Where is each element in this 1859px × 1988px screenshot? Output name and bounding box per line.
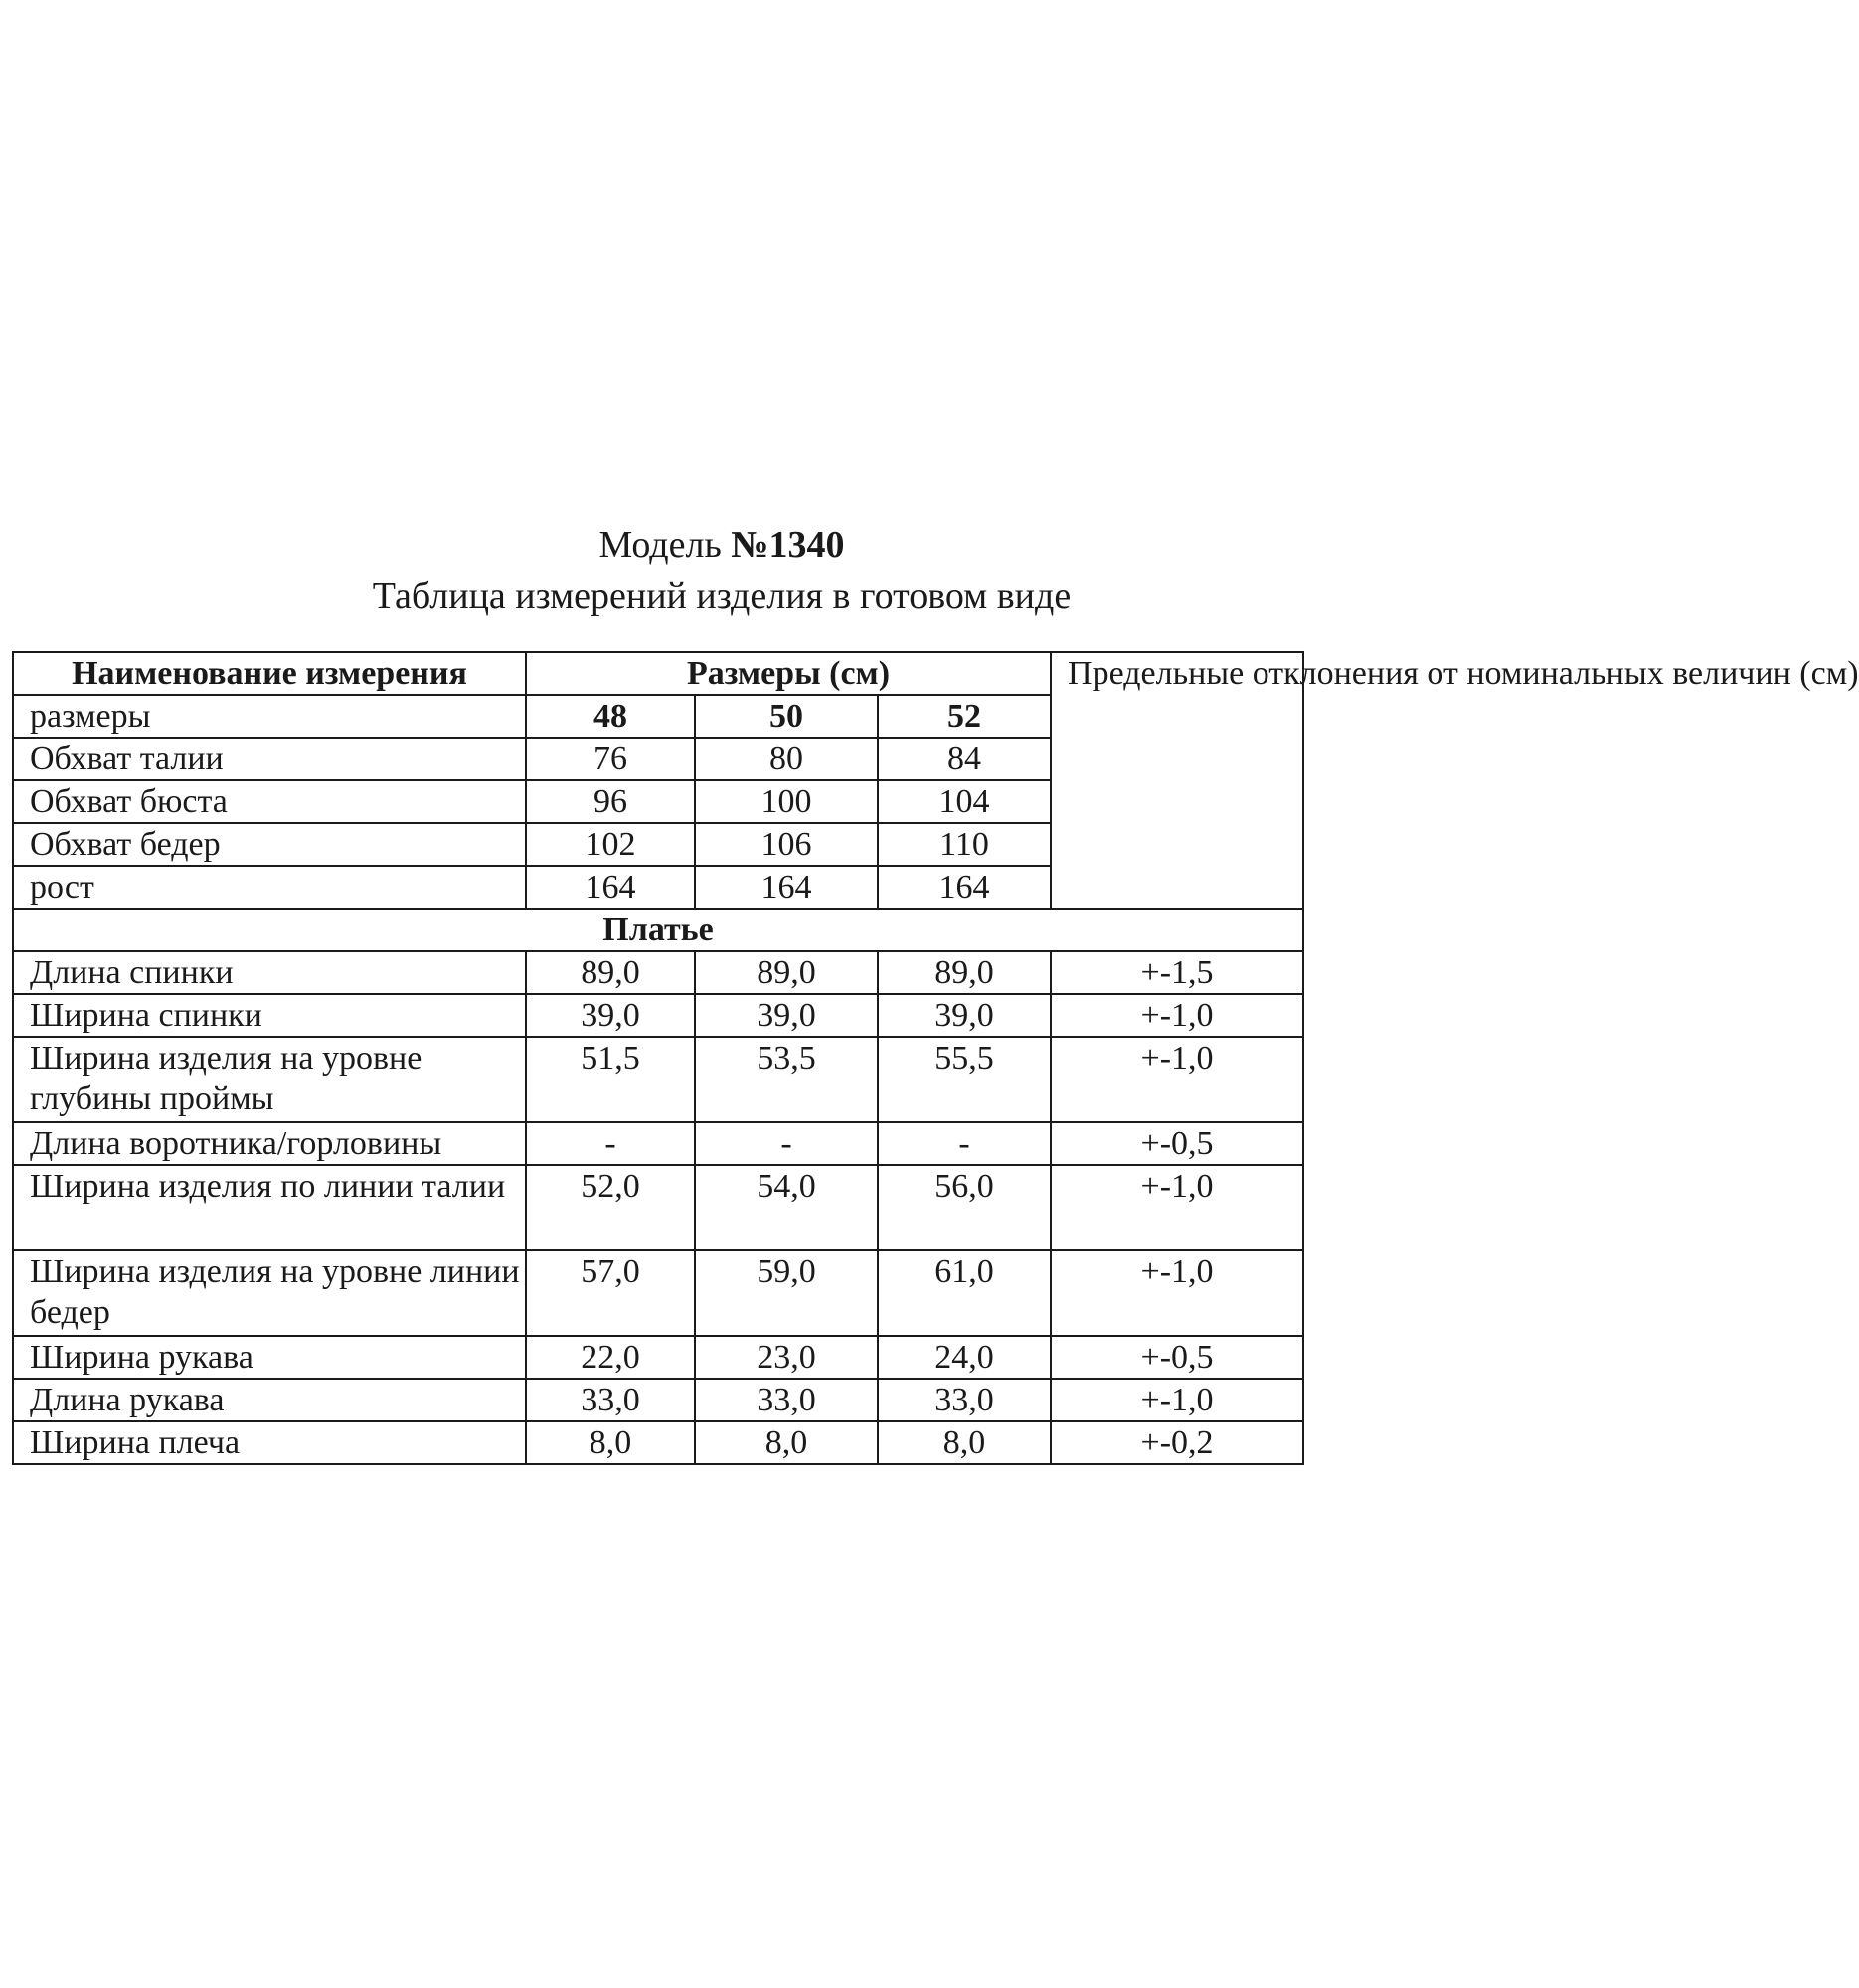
- cell-value: 110: [878, 823, 1051, 866]
- model-prefix: Модель: [598, 524, 732, 566]
- cell-value: 33,0: [526, 1379, 695, 1421]
- header-deviation: Предельные отклонения от номинальных величин (см): [1051, 652, 1303, 909]
- row-label: Ширина плеча: [13, 1421, 526, 1464]
- cell-value: 39,0: [526, 994, 695, 1037]
- table-row: [13, 1165, 1303, 1250]
- cell-value: 24,0: [878, 1336, 1051, 1379]
- cell-value: 8,0: [526, 1421, 695, 1464]
- cell-value: 102: [526, 823, 695, 866]
- cell-deviation: +-1,0: [1051, 1250, 1303, 1336]
- cell-value: 55,5: [878, 1037, 1051, 1122]
- section-row: [13, 909, 1303, 951]
- cell-value: 100: [695, 780, 878, 823]
- document-title: [0, 519, 1443, 622]
- cell-value: 51,5: [526, 1037, 695, 1122]
- header-name: Наименование измерения: [13, 652, 526, 695]
- cell-value: 76: [526, 738, 695, 780]
- cell-value: 39,0: [878, 994, 1051, 1037]
- table-row: [13, 1336, 1303, 1379]
- cell-value: 59,0: [695, 1250, 878, 1336]
- row-label: рост: [13, 866, 526, 909]
- cell-deviation: +-0,2: [1051, 1421, 1303, 1464]
- table-row: [13, 1250, 1303, 1336]
- cell-value: 56,0: [878, 1165, 1051, 1250]
- model-number: №1340: [731, 524, 845, 566]
- cell-value: 54,0: [695, 1165, 878, 1250]
- row-label: Длина воротника/горловины: [13, 1122, 526, 1165]
- table-row: [13, 1379, 1303, 1421]
- cell-value: 22,0: [526, 1336, 695, 1379]
- row-label: Ширина изделия по линии талии: [13, 1165, 526, 1250]
- cell-value: 53,5: [695, 1037, 878, 1122]
- table-row: [13, 994, 1303, 1037]
- cell-value: 89,0: [695, 951, 878, 994]
- cell-value: 89,0: [526, 951, 695, 994]
- row-label: Обхват талии: [13, 738, 526, 780]
- table-row: [13, 1421, 1303, 1464]
- header-row: [13, 652, 1303, 695]
- cell-value: 23,0: [695, 1336, 878, 1379]
- cell-value: -: [695, 1122, 878, 1165]
- cell-deviation: +-1,0: [1051, 1379, 1303, 1421]
- section-label: Платье: [13, 909, 1303, 951]
- cell-value: -: [878, 1122, 1051, 1165]
- table-row: [13, 1122, 1303, 1165]
- cell-value: 96: [526, 780, 695, 823]
- size-52: 52: [878, 695, 1051, 738]
- table-row: [13, 951, 1303, 994]
- cell-value: 52,0: [526, 1165, 695, 1250]
- cell-deviation: +-0,5: [1051, 1336, 1303, 1379]
- table-row: [13, 1037, 1303, 1122]
- cell-value: 8,0: [695, 1421, 878, 1464]
- cell-value: 106: [695, 823, 878, 866]
- cell-deviation: +-1,0: [1051, 1037, 1303, 1122]
- cell-value: 104: [878, 780, 1051, 823]
- row-label: Обхват бюста: [13, 780, 526, 823]
- cell-value: 33,0: [878, 1379, 1051, 1421]
- measurement-table: [12, 651, 1859, 1465]
- cell-value: 57,0: [526, 1250, 695, 1336]
- cell-deviation: +-0,5: [1051, 1122, 1303, 1165]
- size-row-label: размеры: [13, 695, 526, 738]
- cell-value: -: [526, 1122, 695, 1165]
- cell-value: 39,0: [695, 994, 878, 1037]
- row-label: Длина рукава: [13, 1379, 526, 1421]
- cell-value: 8,0: [878, 1421, 1051, 1464]
- header-sizes: Размеры (см): [526, 652, 1051, 695]
- cell-deviation: +-1,0: [1051, 994, 1303, 1037]
- model-title: [0, 519, 1443, 571]
- table-subtitle: Таблица измерений изделия в готовом виде: [372, 576, 1072, 617]
- row-label: Ширина изделия на уровне глубины проймы: [13, 1037, 526, 1122]
- cell-value: 89,0: [878, 951, 1051, 994]
- row-label: Ширина рукава: [13, 1336, 526, 1379]
- cell-deviation: +-1,0: [1051, 1165, 1303, 1250]
- cell-value: 33,0: [695, 1379, 878, 1421]
- row-label: Ширина изделия на уровне линии бедер: [13, 1250, 526, 1336]
- cell-deviation: +-1,5: [1051, 951, 1303, 994]
- cell-value: 164: [878, 866, 1051, 909]
- row-label: Ширина спинки: [13, 994, 526, 1037]
- size-48: 48: [526, 695, 695, 738]
- cell-value: 164: [526, 866, 695, 909]
- row-label: Длина спинки: [13, 951, 526, 994]
- cell-value: 84: [878, 738, 1051, 780]
- row-label: Обхват бедер: [13, 823, 526, 866]
- size-50: 50: [695, 695, 878, 738]
- cell-value: 164: [695, 866, 878, 909]
- cell-value: 61,0: [878, 1250, 1051, 1336]
- cell-value: 80: [695, 738, 878, 780]
